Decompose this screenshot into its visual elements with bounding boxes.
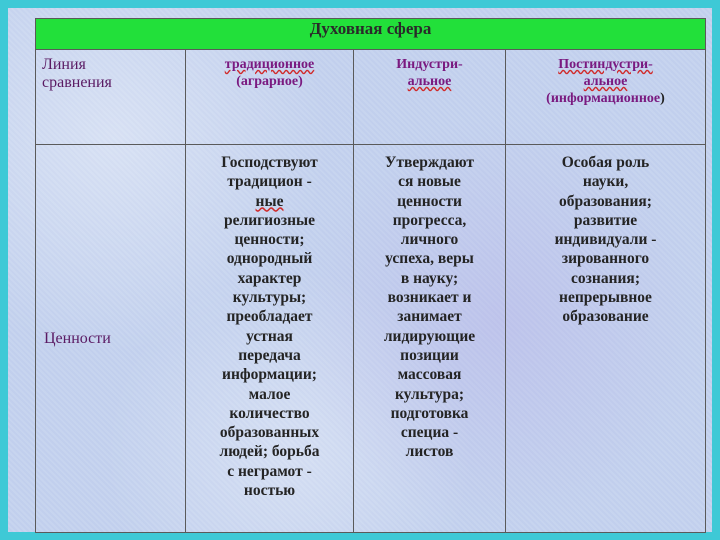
row-label-values: Ценности <box>36 145 186 533</box>
cell-line: образованных <box>219 424 320 442</box>
comparison-line-word-1: Линия <box>42 56 86 73</box>
cell-line: характер <box>237 269 302 287</box>
cell-line: количество <box>229 404 310 422</box>
header-postindustrial-closing-paren: ) <box>660 91 665 106</box>
cell-line: с неграмот - <box>227 462 312 480</box>
header-postindustrial-line-1: Постиндустри- <box>558 57 653 72</box>
header-postindustrial-line-2: альное <box>583 74 628 89</box>
cell-line: личного <box>400 231 459 249</box>
cell-line: Особая роль <box>561 154 650 171</box>
cell-line: индивидуали - <box>554 231 657 249</box>
cell-line: ся новые <box>398 173 461 191</box>
cell-line: позиции <box>400 346 459 364</box>
header-postindustrial <box>506 50 706 145</box>
header-industrial-line-2: альное <box>407 74 452 89</box>
cell-traditional <box>186 145 354 533</box>
cell-line: ценности <box>397 192 462 210</box>
header-industrial <box>354 50 506 145</box>
cell-line: прогресса, <box>392 211 467 229</box>
slide-background <box>8 8 712 532</box>
cell-industrial <box>354 145 506 533</box>
cell-line: занимает <box>397 308 462 326</box>
cell-line: малое <box>248 385 291 403</box>
cell-line: культуры; <box>232 289 307 307</box>
cell-line: образования; <box>559 192 652 210</box>
cell-line: традицион - <box>227 173 312 191</box>
cell-line: людей; борьба <box>219 443 320 461</box>
cell-line: Утверждают <box>385 154 474 171</box>
cell-line: образование <box>562 308 649 326</box>
header-row <box>36 50 706 145</box>
cell-postindustrial <box>506 145 706 533</box>
comparison-table <box>35 18 706 533</box>
comparison-line-word-2: сравнения <box>42 74 112 91</box>
cell-line: преобладает <box>226 308 313 326</box>
header-industrial-line-1: Индустри- <box>396 57 463 72</box>
cell-line: зированного <box>561 250 650 268</box>
header-traditional-line-2: (аграрное) <box>236 74 303 89</box>
cell-line: культура; <box>394 385 465 403</box>
cell-line: ностью <box>243 482 296 500</box>
header-traditional-line-1: традиционное <box>224 57 315 72</box>
cell-line: ные <box>255 192 284 210</box>
values-row <box>36 145 706 533</box>
cell-line: специа - <box>400 424 459 442</box>
cell-line: лидирующие <box>383 327 476 345</box>
cell-line: листов <box>405 443 454 461</box>
cell-line: передача <box>238 346 301 364</box>
cell-line: однородный <box>226 250 313 268</box>
header-postindustrial-line-3-text: (информационное <box>546 91 661 106</box>
cell-line: науки, <box>582 173 629 191</box>
cell-line: возникает и <box>387 289 472 307</box>
header-traditional <box>186 50 354 145</box>
cell-line: устная <box>246 327 293 345</box>
cell-line: ценности; <box>234 231 305 249</box>
title-row <box>36 19 706 50</box>
cell-line: в науку; <box>400 269 459 287</box>
cell-line: сознания; <box>571 269 640 287</box>
cell-line: непрерывное <box>559 289 652 307</box>
cell-line: успеха, веры <box>385 250 474 268</box>
cell-line: информации; <box>222 366 317 384</box>
cell-line: развитие <box>573 211 638 229</box>
cell-line: Господствуют <box>221 154 318 171</box>
comparison-line-header <box>36 50 186 145</box>
cell-line: религиозные <box>224 211 315 229</box>
table-title: Духовная сфера <box>36 19 706 50</box>
cell-line: массовая <box>397 366 462 384</box>
header-postindustrial-line-3 <box>506 90 705 107</box>
cell-line: подготовка <box>390 404 469 422</box>
